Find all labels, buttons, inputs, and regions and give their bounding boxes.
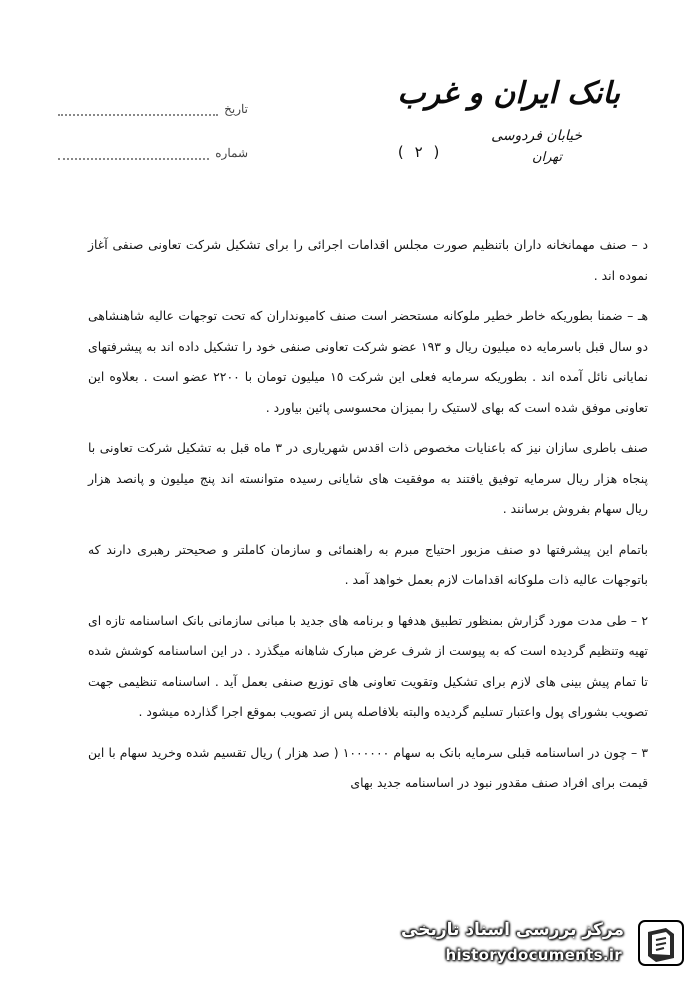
number-field: [58, 140, 248, 160]
paragraph-d: د – صنف مهمانخانه داران باتنظیم صورت مجلس اقدامات اجرائی را برای تشکیل شرکت تعاونی صنفی آغاز نموده اند .: [88, 237, 648, 283]
page-number: ( ٢ ): [396, 143, 442, 161]
date-dotted-line: [58, 104, 218, 116]
archive-watermark: [386, 916, 686, 972]
paragraph-h: هـ – ضمنا بطوریکه خاطر خطیر ملوکانه مستحضر است صنف کامیونداران که تحت توجهات عالیه شاهنشاهی دو سال قبل باسرمایه ده میلیون ریال و ١٩٣ عضو شرکت تعاونی صنفی خود را تشکیل داده اند به پیشرفتهای نمایانی نائل آمده اند . بطوریکه سرمایه فعلی این شرکت ١٥ میلیون تومان با ٢٢٠٠ عضو است . بعلاوه این تعاونی موفق شده است که بهای لاستیک را بمیزان محسوسی پائین بیاورد .: [88, 308, 649, 415]
number-label: شماره: [215, 146, 248, 160]
paragraph-battery-makers: صنف باطری سازان نیز که باعنایات مخصوص ذات اقدس شهریاری در ٣ ماه قبل به تشکیل شرکت تعاونی با پنجاه هزار ریال سرمایه توفیق یافتند به موفقیت های شایانی رسیده متوانسته اند پنج میلیون و پانصد هزار ریال سهام بفروش برسانند .: [88, 440, 648, 516]
bank-letterhead-name: بانک ایران و غرب: [397, 76, 620, 111]
bank-street-address: خیابان فردوسی: [491, 128, 582, 144]
watermark-title: مرکز بررسی اسناد تاریخی: [401, 920, 624, 940]
letter-body: [88, 230, 648, 809]
paragraph-item-3: ٣ – چون در اساسنامه قبلی سرمایه بانک به سهام ١٠٠٠٠٠٠ ( صد هزار ) ریال تقسیم شده وخرید سهام با این قیمت برای افراد صنف مقدور نبود در اساسنامه جدید بهای: [88, 744, 648, 790]
archive-logo-icon: [636, 918, 686, 968]
bank-city: تهران: [532, 150, 562, 165]
date-field: [58, 96, 248, 116]
paragraph-item-2: ٢ – طی مدت مورد گزارش بمنظور تطبیق هدفها و برنامه های جدید با مبانی سازمانی بانک اساسنامه تازه ای تهیه وتنظیم گردیده است که به پیوست از شرف عرض مبارک شاهانه میگذرد . در این اساسنامه کوشش شده تا تمام پیش بینی های لازم برای تشکیل وتقویت تعاونی های توزیع صنفی بعمل آید . اساسنامه تنظیمی جهت تصویب بشورای پول واعتبار تسلیم گردیده والبته بلافاصله پس از تصویب بموقع اجرا گذارده میشود .: [88, 612, 648, 719]
paragraph-guidance: باتمام این پیشرفتها دو صنف مزبور احتیاج مبرم به راهنمائی و سازمان کاملتر و صحیحتر رهبری دارند که باتوجهات عالیه ذات ملوکانه اقدامات لازم بعمل خواهد آمد .: [88, 541, 648, 587]
date-label: تاریخ: [224, 102, 248, 116]
number-dotted-line: [58, 148, 209, 160]
watermark-url: historydocuments.ir: [445, 946, 622, 964]
